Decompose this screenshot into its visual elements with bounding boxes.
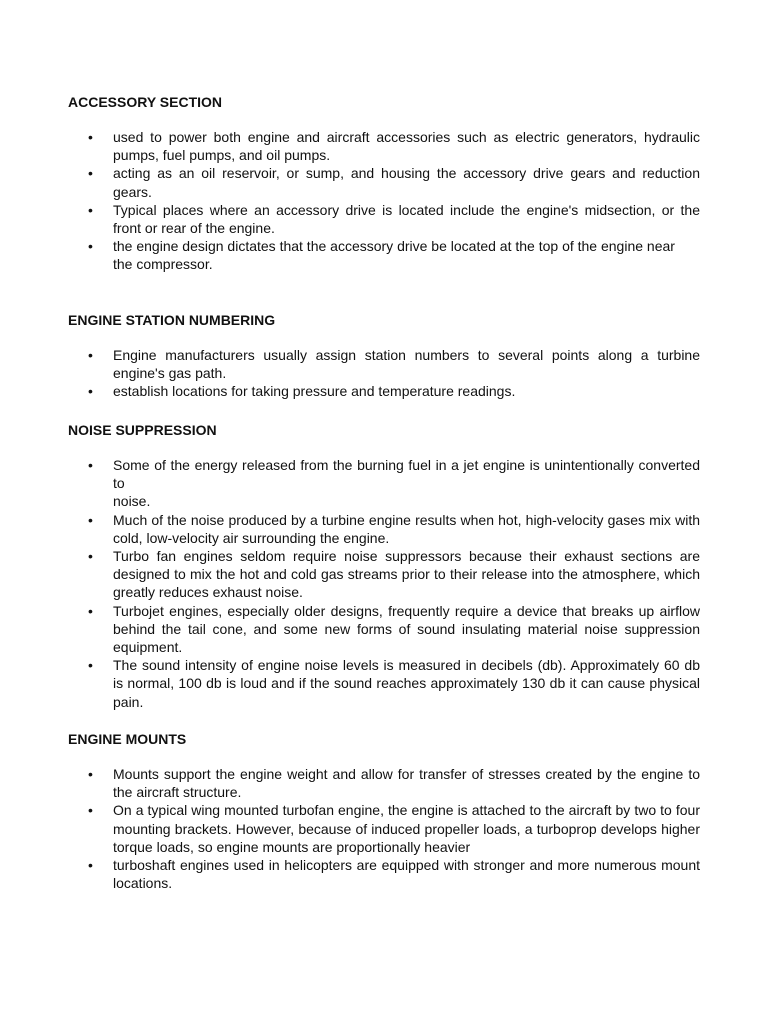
list-item [68, 164, 700, 200]
item-text: used to power both engine and aircraft accessories such as electric generators, hydraulic pumps, fuel pumps, and oil pumps. [113, 129, 700, 164]
section-accessory [68, 93, 700, 274]
item-text-continued: the compressor. [113, 256, 213, 273]
item-text: Some of the energy released from the burning fuel in a jet engine is unintentionally converted to [113, 457, 700, 492]
list-item [68, 237, 700, 273]
list-item [68, 602, 700, 657]
list-item [68, 656, 700, 711]
item-text: On a typical wing mounted turbofan engine, the engine is attached to the aircraft by two to four mounting brackets. However, because of induced propeller loads, a turboprop develops higher torque loads, so engine mounts are proportionally heavier [113, 802, 700, 855]
list-item [68, 801, 700, 856]
item-text: acting as an oil reservoir, or sump, and housing the accessory drive gears and reduction gears. [113, 165, 700, 200]
list-item [68, 346, 700, 382]
item-text: The sound intensity of engine noise levels is measured in decibels (db). Approximately 60 db is normal, 100 db is loud and if the sound reaches approximately 130 db it can cause physical pain. [113, 657, 700, 710]
item-text: Engine manufacturers usually assign station numbers to several points along a turbine engine's gas path. [113, 347, 700, 382]
section-heading: ENGINE MOUNTS [68, 731, 187, 747]
section-heading: NOISE SUPPRESSION [68, 422, 217, 438]
section-station-numbering [68, 311, 700, 401]
bullet-list [68, 346, 700, 401]
bullet-list [68, 765, 700, 892]
list-item [68, 547, 700, 602]
list-item [68, 456, 700, 511]
list-item [68, 382, 700, 400]
item-text: turboshaft engines used in helicopters are equipped with stronger and more numerous mount locations. [113, 857, 700, 892]
section-heading: ENGINE STATION NUMBERING [68, 312, 276, 328]
list-item [68, 128, 700, 164]
bullet-list [68, 456, 700, 711]
section-heading: ACCESSORY SECTION [68, 94, 223, 110]
list-item [68, 856, 700, 892]
list-item [68, 201, 700, 237]
item-text-continued: noise. [113, 493, 151, 510]
item-text: Turbo fan engines seldom require noise suppressors because their exhaust sections are designed to mix the hot and cold gas streams prior to their release into the atmosphere, which greatly reduces exhaust noise. [113, 548, 700, 601]
section-engine-mounts [68, 730, 700, 892]
item-text: establish locations for taking pressure and temperature readings. [113, 383, 516, 400]
item-text: Turbojet engines, especially older designs, frequently require a device that breaks up airflow behind the tail cone, and some new forms of sound insulating material noise suppression equipment. [113, 602, 700, 656]
section-noise-suppression [68, 421, 700, 711]
item-text: the engine design dictates that the accessory drive be located at the top of the engine near [113, 238, 675, 255]
list-item [68, 765, 700, 801]
list-item [68, 511, 700, 547]
item-text: Typical places where an accessory drive is located include the engine's midsection, or the front or rear of the engine. [113, 201, 700, 237]
bullet-list [68, 128, 700, 274]
item-text: Much of the noise produced by a turbine engine results when hot, high-velocity gases mix with cold, low-velocity air surrounding the engine. [113, 511, 700, 546]
item-text: Mounts support the engine weight and allow for transfer of stresses created by the engine to the aircraft structure. [113, 766, 700, 801]
